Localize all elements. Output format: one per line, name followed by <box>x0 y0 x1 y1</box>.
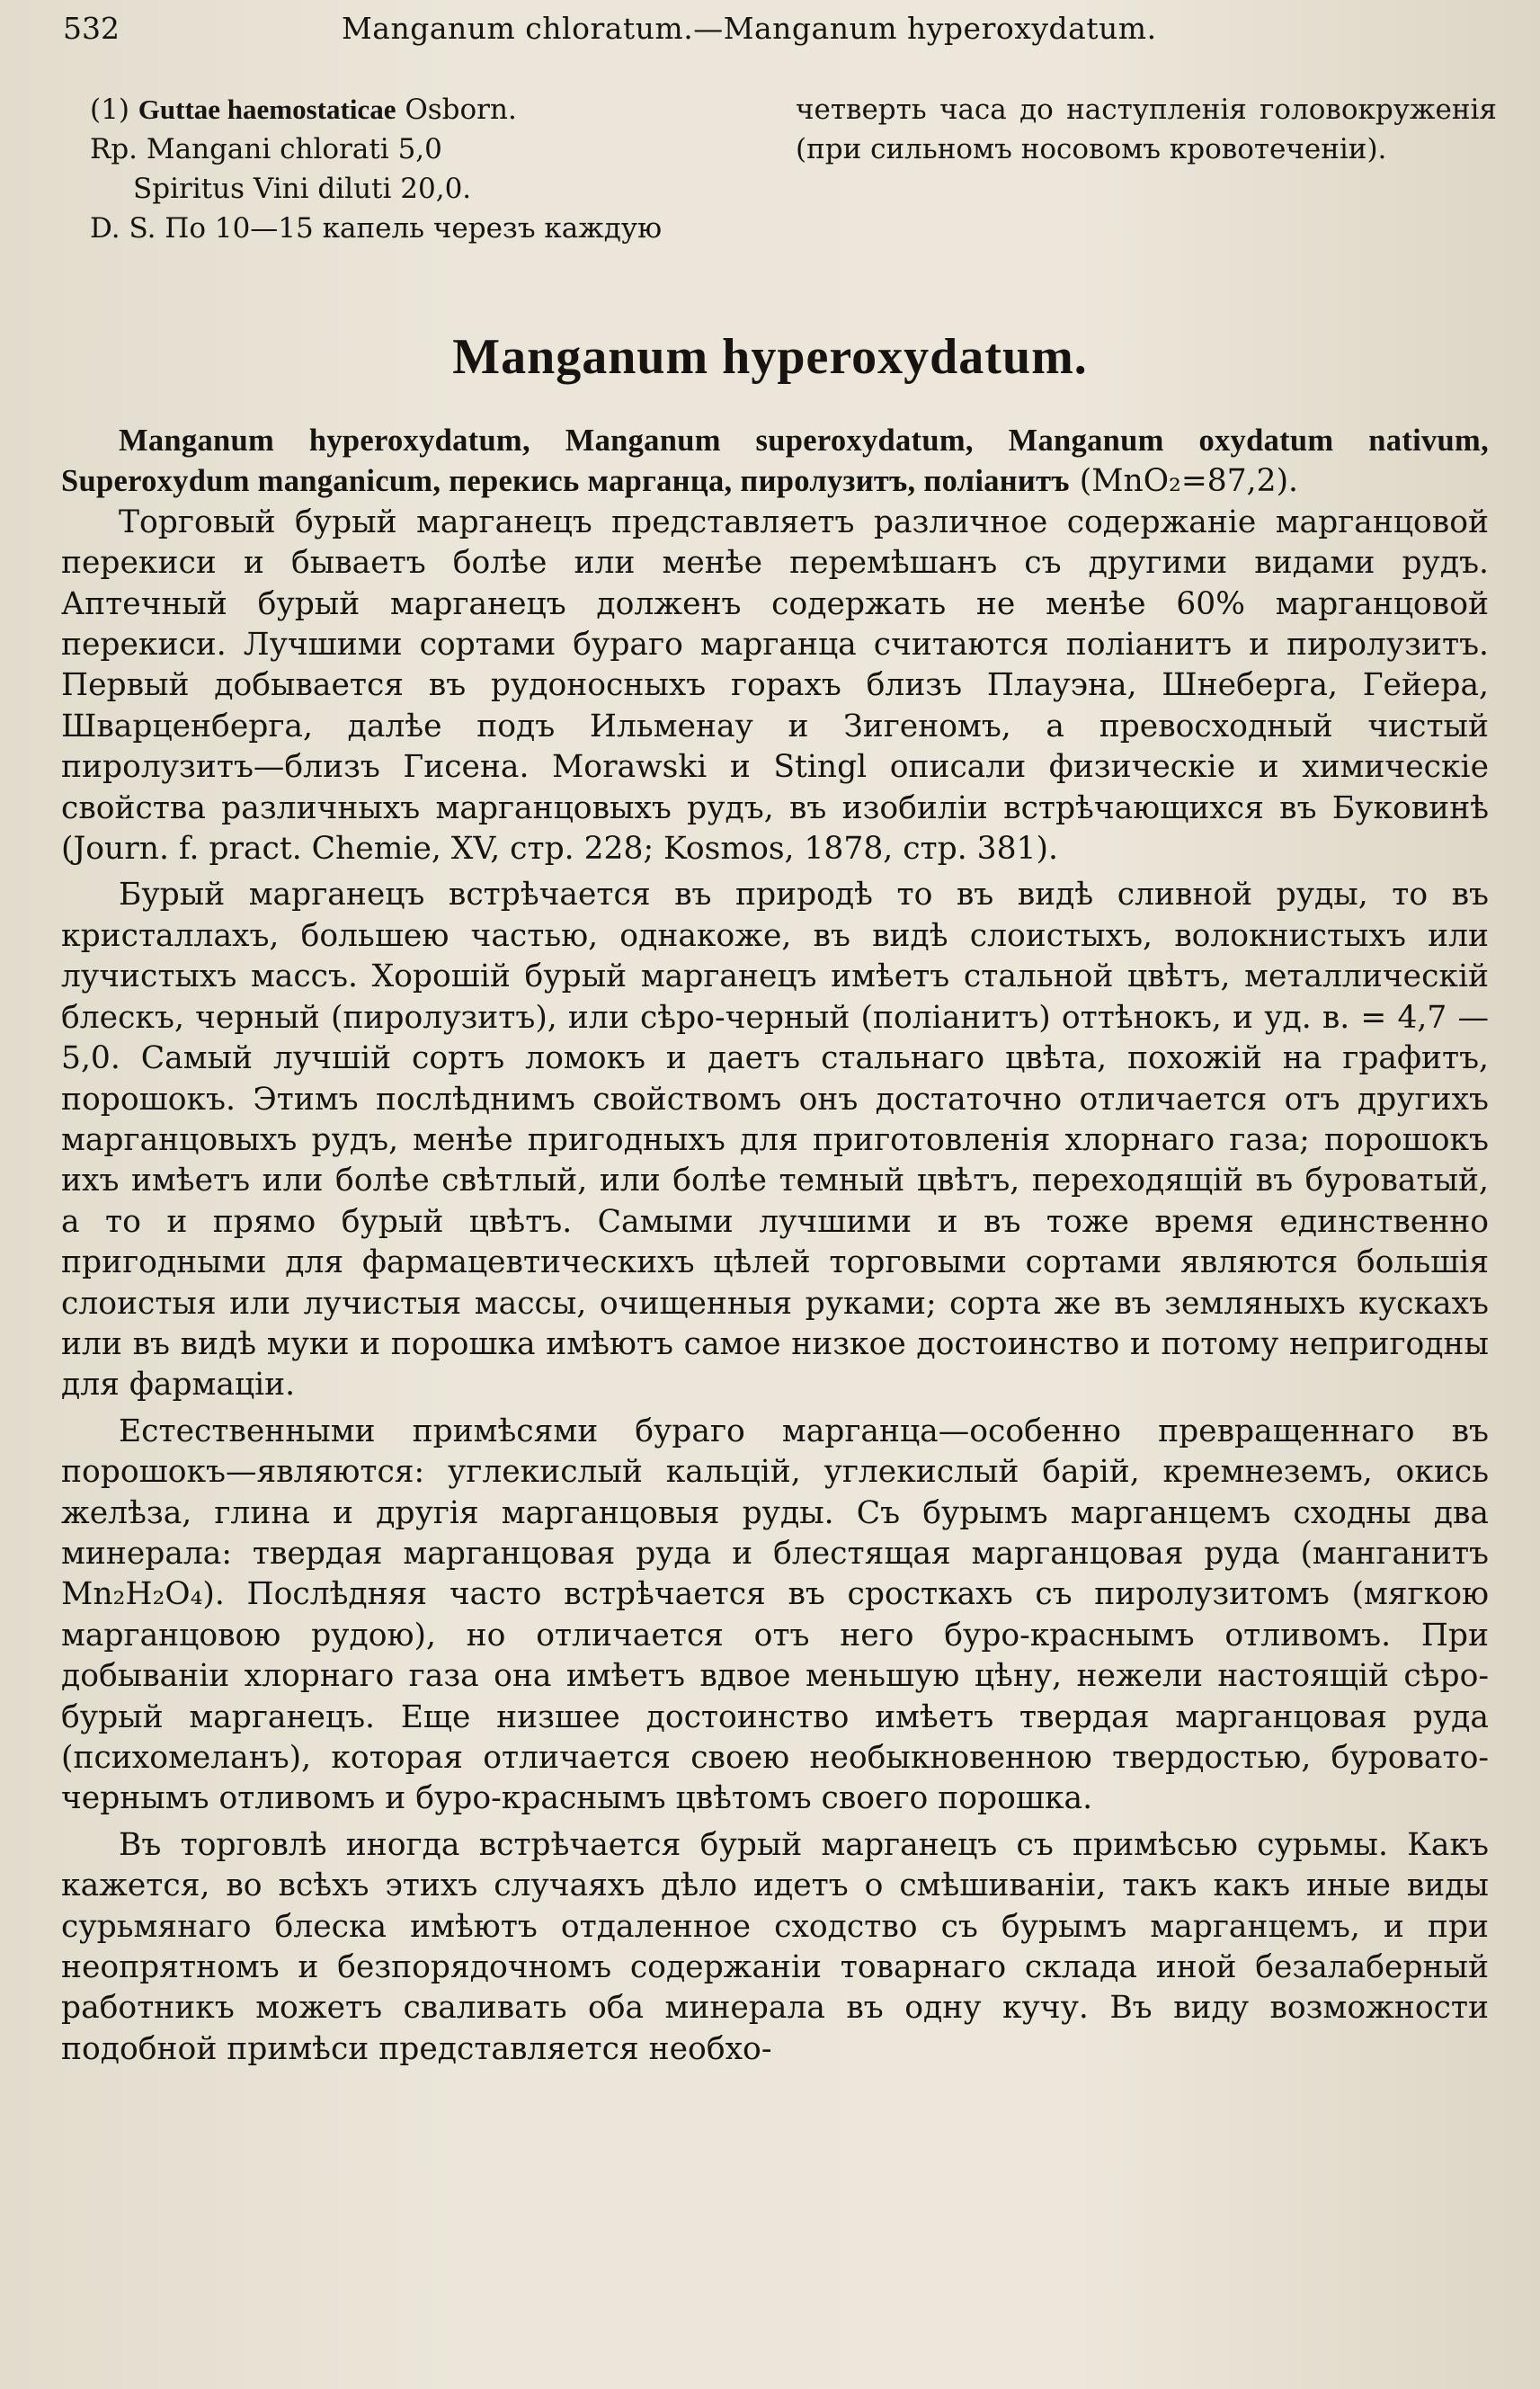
article-body <box>61 421 1489 2070</box>
section-title: Manganum hyperoxydatum. <box>452 329 1088 385</box>
prescription-number: (1) <box>90 94 129 126</box>
paragraph-1: Торговый бурый марганецъ представляетъ различное содержаніе марганцовой перекиси и бываетъ болѣе или менѣе перемѣшанъ съ другими видами рудъ. Аптечный бурый марганецъ долженъ содержать не менѣе 60% марганцовой перекиси. Лучшими сортами бураго марганца считаются поліанитъ и пиролузитъ. Первый добывается въ рудоносныхъ горахъ близъ Плауэна, Шнеберга, Гейера, Шварценберга, далѣе подъ Ильменау и Зигеномъ, а превосходный чистый пиролузитъ—близъ Гисена. Morawski и Stingl описали физическіе и химическіе свойства различныхъ марганцовыхъ рудъ, въ изобиліи встрѣчающихся въ Буковинѣ (Journ. f. pract. Chemie, XV, стр. 228; Kosmos, 1878, стр. 381). <box>61 504 1489 868</box>
synonyms-list: Manganum hyperoxydatum, Manganum superoxydatum, Manganum oxydatum nativum, Superoxydum manganicum, перекись марганца, пиролузитъ, поліанитъ <box>61 423 1489 499</box>
prescription-author: Osborn. <box>405 94 517 126</box>
prescription-line: Spiritus Vini diluti 20,0. <box>133 173 472 205</box>
synonyms-paragraph <box>61 421 1489 503</box>
chemical-formula: (MnO₂=87,2). <box>1069 463 1299 500</box>
page-header <box>63 7 1465 50</box>
running-title: Manganum chloratum.—Manganum hyperoxydatum. <box>342 11 1157 46</box>
prescription-title: Guttae haemostaticae <box>138 94 396 125</box>
prescription-line: D. S. По 10—15 капель черезъ каждую <box>90 212 663 245</box>
prescription-continuation: четверть часа до наступленія головокруженія (при сильномъ носовомъ кровотеченіи). <box>796 94 1497 165</box>
paragraph-4: Въ торговлѣ иногда встрѣчается бурый марганецъ съ примѣсью сурьмы. Какъ кажется, во всѣхъ этихъ случаяхъ дѣло идетъ о смѣшиваніи, такъ какъ иные виды сурьмянаго блеска имѣютъ отдаленное сходство съ бурымъ марганцемъ, и при неопрятномъ и безпорядочномъ содержаніи товарнаго склада иной безалаберный работникъ можетъ сваливать оба минерала въ одну кучу. Въ виду возможности подобной примѣси представляется необхо- <box>61 1826 1489 2067</box>
prescription-block <box>90 90 755 248</box>
prescription-heading <box>90 90 755 129</box>
paragraph-3: Естественными примѣсями бураго марганца—особенно превращеннаго въ порошокъ—являются: углекислый кальцій, углекислый барій, кремнеземъ, окись желѣза, глина и другія марганцовыя руды. Съ бурымъ марганцемъ сходны два минерала: твердая марганцовая руда и блестящая марганцовая руда (манганитъ Mn₂H₂O₄). Послѣдняя часто встрѣчается въ сросткахъ съ пиролузитомъ (мягкою марганцовою рудою), но отличается отъ него буро-краснымъ отливомъ. При добываніи хлорнаго газа она имѣетъ вдвое меньшую цѣну, нежели настоящій сѣро-бурый марганецъ. Еще низшее достоинство имѣетъ твердая марганцовая руда (психомеланъ), которая отличается своею необыкновенною твердостью, буровато-чернымъ отливомъ и буро-краснымъ цвѣтомъ своего порошка. <box>61 1413 1489 1817</box>
prescription-line: Rp. Mangani chlorati 5,0 <box>90 133 442 165</box>
page-number: 532 <box>63 11 120 46</box>
paragraph-2: Бурый марганецъ встрѣчается въ природѣ то въ видѣ сливной руды, то въ кристаллахъ, большею частью, однакоже, въ видѣ слоистыхъ, волокнистыхъ или лучистыхъ массъ. Хорошій бурый марганецъ имѣетъ стальной цвѣтъ, металлическій блескъ, черный (пиролузитъ), или сѣро-черный (поліанитъ) оттѣнокъ, и уд. в. = 4,7 — 5,0. Самый лучшій сортъ ломокъ и даетъ стальнаго цвѣта, похожій на графитъ, порошокъ. Этимъ послѣднимъ свойствомъ онъ достаточно отличается отъ другихъ марганцовыхъ рудъ, менѣе пригодныхъ для приготовленія хлорнаго газа; порошокъ ихъ имѣетъ или болѣе свѣтлый, или болѣе темный цвѣтъ, переходящій въ буроватый, а то и прямо бурый цвѣтъ. Самыми лучшими и въ тоже время единственно пригодными для фармацевтическихъ цѣлей торговыми сортами являются большія слоистыя или лучистыя массы, очищенныя руками; сорта же въ земляныхъ кускахъ или въ видѣ муки и порошка имѣютъ самое низкое достоинство и потому непригодны для фармаціи. <box>61 877 1489 1404</box>
